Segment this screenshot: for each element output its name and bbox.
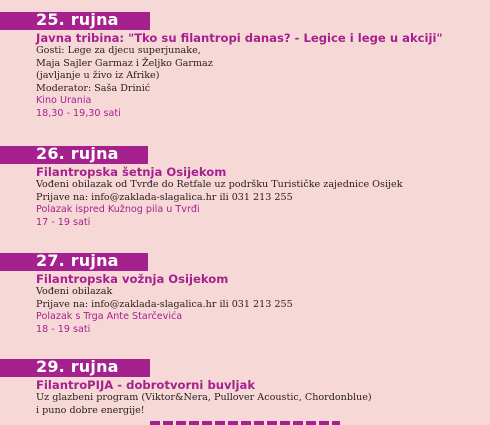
- date-banner: [0, 253, 148, 271]
- event-time: 17 - 19 sati: [36, 216, 91, 228]
- event-location: Kino Urania: [36, 95, 92, 106]
- event-detail: Prijave na: info@zaklada-slagalica.hr ili 031 213 255: [36, 298, 293, 310]
- event-location: Polazak s Trga Ante Starčevića: [36, 311, 183, 322]
- event-date: 26. rujna: [36, 144, 119, 163]
- event-detail: Prijave na: info@zaklada-slagalica.hr ili 031 213 255: [36, 191, 293, 203]
- date-banner: [0, 146, 148, 164]
- event-time: 18,30 - 19,30 sati: [36, 107, 121, 119]
- event-detail: Gosti: Lege za djecu superjunake,: [36, 45, 201, 56]
- event-time: 18 - 19 sati: [36, 323, 91, 335]
- event-detail: Vođeni obilazak: [36, 286, 113, 297]
- event-location: Polazak ispred Kužnog pila u Tvrđi: [36, 204, 200, 215]
- decorative-divider: [150, 421, 340, 425]
- event-title: FilantroPIJA - dobrotvorni buvljak: [36, 378, 256, 392]
- event-detail: (javljanje u živo iz Afrike): [36, 70, 160, 81]
- event-detail: i puno dobre energije!: [36, 404, 145, 416]
- event-title: Javna tribina: "Tko su filantropi danas? - Legice i lege u akciji": [36, 31, 443, 45]
- event-date: 29. rujna: [36, 357, 119, 376]
- event-detail: Uz glazbeni program (Viktor&Nera, Pullover Acoustic, Chordonblue): [36, 392, 372, 403]
- event-title: Filantropska vožnja Osijekom: [36, 272, 229, 286]
- event-date: 25. rujna: [36, 10, 119, 29]
- event-detail: Vođeni obilazak od Tvrđe do Retfale uz podršku Turističke zajednice Osijek: [36, 179, 403, 190]
- event-title: Filantropska šetnja Osijekom: [36, 165, 227, 179]
- event-date: 27. rujna: [36, 251, 119, 270]
- event-detail: Maja Sajler Garmaz i Željko Garmaz: [36, 57, 213, 69]
- date-banner: [0, 12, 150, 30]
- event-detail: Moderator: Saša Drinić: [36, 82, 151, 94]
- date-banner: [0, 359, 150, 377]
